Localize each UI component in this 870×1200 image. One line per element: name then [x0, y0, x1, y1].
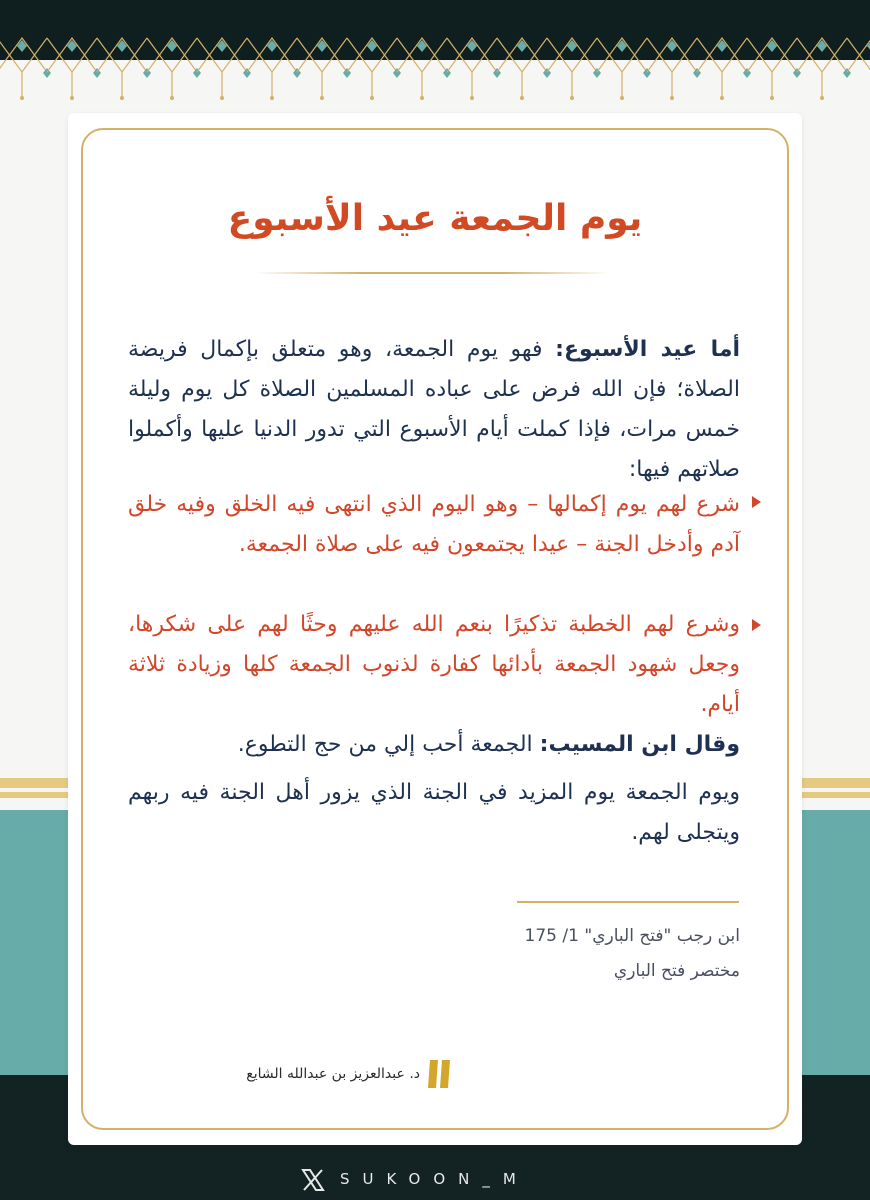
title-divider [255, 272, 610, 274]
bullet-marker-icon [752, 496, 761, 508]
page-title: يوم الجمعة عيد الأسبوع [227, 198, 643, 239]
bullet-item: شرع لهم يوم إكمالها – وهو اليوم الذي انتهى فيه الخلق وفيه خلق آدم وأدخل الجنة – عيدا يجتمعون فيه على صلاة الجمعة. [128, 492, 740, 557]
x-logo-icon [300, 1167, 326, 1193]
paragraph-quote [128, 725, 740, 765]
author-name: د. عبدالعزيز بن عبدالله الشايع [246, 1066, 420, 1082]
paragraph-closing: ويوم الجمعة يوم المزيد في الجنة الذي يزور أهل الجنة فيه ربهم ويتجلى لهم. [128, 780, 740, 845]
paragraph-intro [128, 330, 740, 490]
ornamental-pattern [0, 32, 870, 102]
paragraph-quote-lead: وقال ابن المسيب: [539, 732, 740, 757]
account-handle: SUKOON_M [340, 1170, 529, 1188]
bullet-marker-icon [752, 619, 761, 631]
bullet-item: وشرع لهم الخطبة تذكيرًا بنعم الله عليهم وحثًا لهم على شكرها، وجعل شهود الجمعة بأدائها كفارة لذنوب الجمعة كلها وزيادة ثلاثة أيام. [128, 612, 740, 717]
quote-mark-icon [427, 1058, 453, 1090]
paragraph-intro-body: فهو يوم الجمعة، وهو متعلق بإكمال فريضة الصلاة؛ فإن الله فرض على عباده المسلمين الصلاة كل يوم وليلة خمس مرات، فإذا كملت أيام الأسبوع التي تدور الدنيا عليها وأكملوا صلاتهم فيها: [128, 337, 740, 482]
source-reference: ابن رجب "فتح الباري" 1/ 175 [524, 926, 740, 946]
paragraph-quote-body: الجمعة أحب إلي من حج التطوع. [237, 732, 540, 757]
top-dark-bar [0, 0, 870, 32]
source-book: مختصر فتح الباري [613, 961, 740, 981]
paragraph-intro-lead: أما عيد الأسبوع: [555, 337, 740, 362]
source-divider [517, 901, 739, 903]
